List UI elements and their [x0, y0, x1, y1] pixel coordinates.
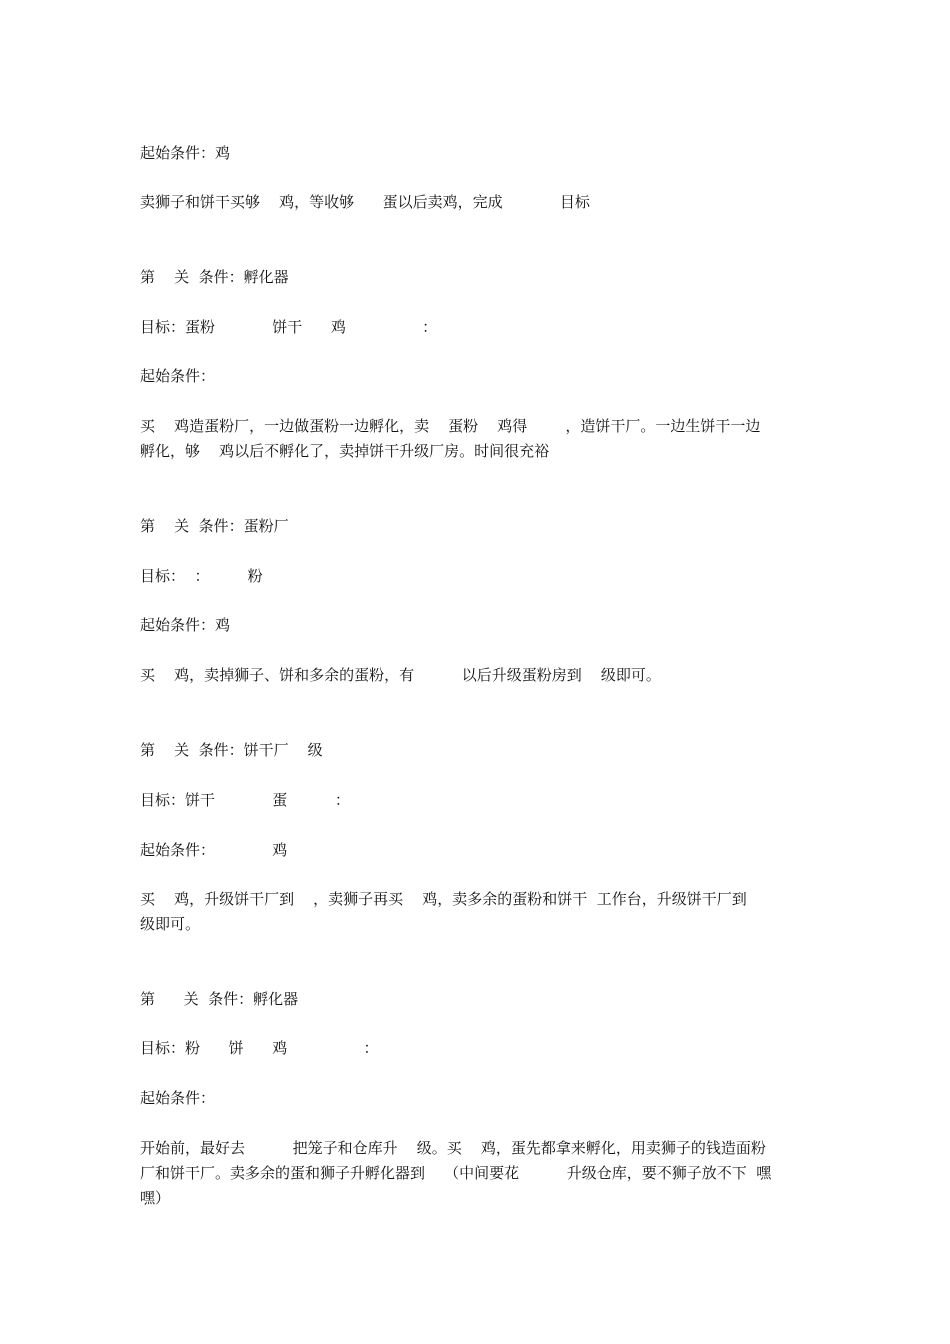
strategy-line: 嘿） [140, 1189, 171, 1207]
strategy-line: 孵化，够 鸡以后不孵化了，卖掉饼干升级厂房。时间很充裕 [140, 442, 550, 460]
strategy-line: 开始前，最好去 把笼子和仓库升 级。买 鸡，蛋先都拿来孵化，用卖狮子的钱造面粉 [140, 1139, 766, 1157]
strategy-line: 级即可。 [140, 915, 201, 933]
level-goal: 目标：蛋粉 饼干 鸡 ： [140, 318, 438, 336]
level-heading: 第 关 条件：孵化器 [140, 268, 289, 286]
start-condition: 起始条件： [140, 367, 216, 385]
strategy-line: 买 鸡造蛋粉厂，一边做蛋粉一边孵化，卖 蛋粉 鸡得 ，造饼干厂。一边生饼干一边 [140, 417, 761, 435]
level-goal: 目标： ： 粉 [140, 567, 263, 585]
start-condition: 起始条件：鸡 [140, 616, 231, 634]
level-heading: 第 关 条件：蛋粉厂 [140, 517, 289, 535]
strategy-line: 厂和饼干厂。卖多余的蛋和狮子升孵化器到 （中间要花 升级仓库，要不狮子放不下 嘿 [140, 1164, 772, 1182]
strategy-line: 买 鸡，卖掉狮子、饼和多余的蛋粉，有 以后升级蛋粉房到 级即可。 [140, 666, 661, 684]
level-heading: 第 关 条件：孵化器 [140, 990, 299, 1008]
start-condition: 起始条件： [140, 1089, 216, 1107]
level-heading: 第 关 条件：饼干厂 级 [140, 741, 323, 759]
strategy-line: 买 鸡，升级饼干厂到 ，卖狮子再买 鸡，卖多余的蛋粉和饼干 工作台，升级饼干厂到 [140, 890, 747, 908]
text-line: 起始条件：鸡 [140, 144, 231, 162]
start-condition: 起始条件： 鸡 [140, 841, 288, 859]
text-line: 卖狮子和饼干买够 鸡，等收够 蛋以后卖鸡，完成 目标 [140, 193, 590, 211]
level-goal: 目标：饼干 蛋 ： [140, 791, 350, 809]
level-goal: 目标：粉 饼 鸡 ： [140, 1039, 379, 1057]
